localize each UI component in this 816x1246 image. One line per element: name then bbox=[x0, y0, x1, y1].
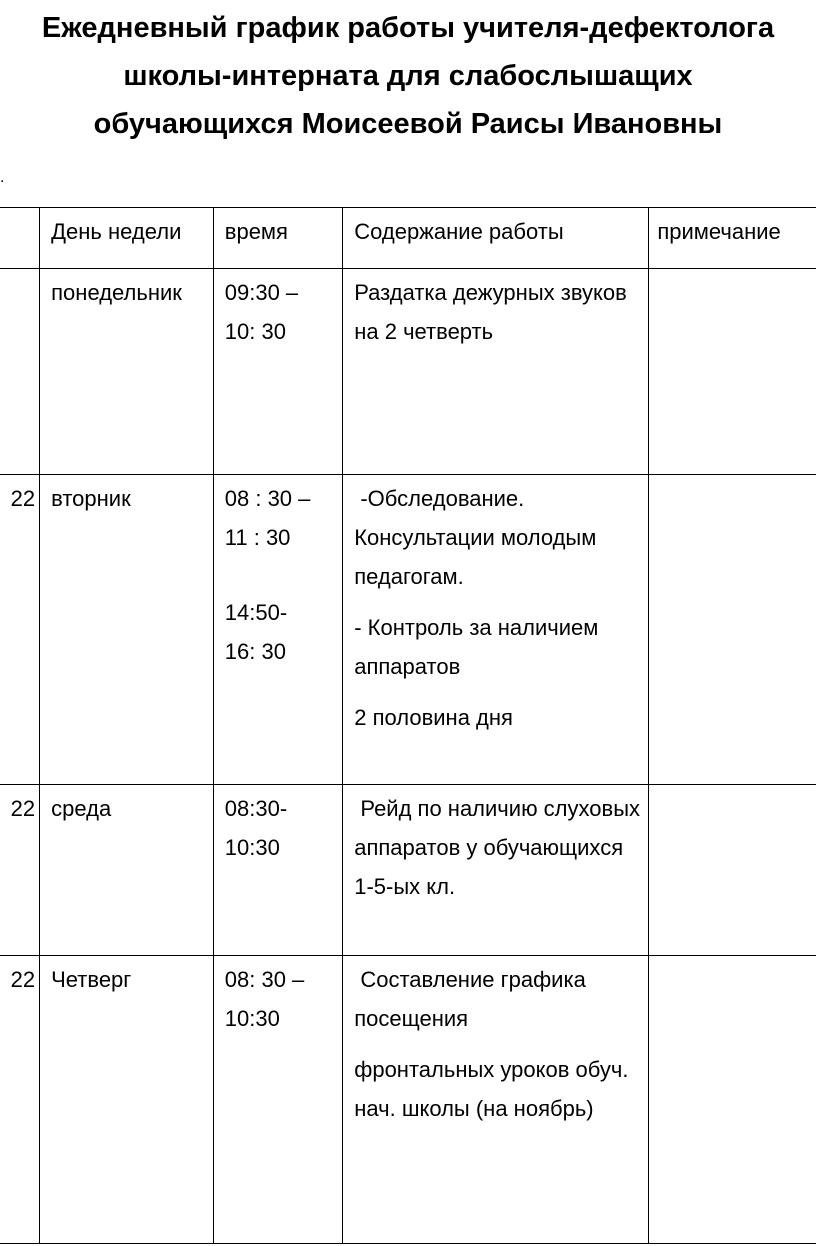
row-content bbox=[343, 269, 649, 475]
row-content bbox=[343, 475, 649, 785]
header-note: примечание bbox=[649, 208, 816, 269]
content-block: Рейд по наличию слуховых аппаратов у обучающихся 1-5-ых кл. bbox=[354, 796, 647, 899]
title-line-3: обучающихся Моисеевой Раисы Ивановны bbox=[93, 108, 723, 140]
time-line: 08:30- bbox=[224, 796, 288, 821]
stray-mark: . bbox=[0, 169, 5, 186]
content-block: Составление графика посещения bbox=[354, 967, 592, 1031]
row-day: понедельник bbox=[40, 269, 214, 475]
row-content bbox=[343, 956, 649, 1244]
content-block: фронтальных уроков обуч. нач. школы (на ноябрь) bbox=[354, 1057, 629, 1121]
row-note bbox=[649, 475, 816, 785]
row-time bbox=[213, 269, 342, 475]
table-row bbox=[0, 785, 816, 956]
row-day: вторник bbox=[40, 475, 214, 785]
content-block: 2 половина дня bbox=[354, 705, 513, 730]
header-date bbox=[0, 208, 40, 269]
row-time bbox=[213, 785, 342, 956]
schedule-table bbox=[0, 207, 816, 1244]
row-note bbox=[649, 956, 816, 1244]
row-day: Четверг bbox=[40, 956, 214, 1244]
row-date bbox=[0, 269, 40, 475]
time-line: 10: 30 bbox=[224, 319, 286, 344]
table-row bbox=[0, 956, 816, 1244]
row-date: 22 bbox=[0, 475, 40, 785]
row-time bbox=[213, 956, 342, 1244]
table-row bbox=[0, 269, 816, 475]
time-line: 16: 30 bbox=[224, 639, 286, 664]
title-line-1: Ежедневный график работы учителя-дефектолога bbox=[41, 12, 775, 44]
time-line: 10:30 bbox=[224, 1006, 280, 1031]
row-time bbox=[213, 475, 342, 785]
header-time: время bbox=[213, 208, 342, 269]
time-line: 11 : 30 bbox=[224, 525, 291, 550]
table-header-row bbox=[0, 208, 816, 269]
row-day: среда bbox=[40, 785, 214, 956]
content-block: - Контроль за наличием аппаратов bbox=[354, 615, 599, 679]
content-block: -Обследование. Консультации молодым педагогам. bbox=[354, 486, 603, 589]
time-line: 08: 30 – bbox=[224, 967, 305, 992]
row-note bbox=[649, 785, 816, 956]
header-content: Содержание работы bbox=[343, 208, 649, 269]
content-block: Раздатка дежурных звуков на 2 четверть bbox=[354, 280, 627, 344]
time-line: 09:30 – bbox=[224, 280, 299, 305]
time-line: 14:50- bbox=[224, 600, 288, 625]
title-line-2: школы-интерната для слабослышащих bbox=[123, 60, 693, 92]
header-day: День недели bbox=[40, 208, 214, 269]
row-note bbox=[649, 269, 816, 475]
table-row bbox=[0, 475, 816, 785]
document-title bbox=[0, 4, 816, 148]
row-content bbox=[343, 785, 649, 956]
row-date: 22 bbox=[0, 785, 40, 956]
time-line: 08 : 30 – bbox=[224, 486, 311, 511]
time-line: 10:30 bbox=[224, 835, 280, 860]
row-date: 22 bbox=[0, 956, 40, 1244]
